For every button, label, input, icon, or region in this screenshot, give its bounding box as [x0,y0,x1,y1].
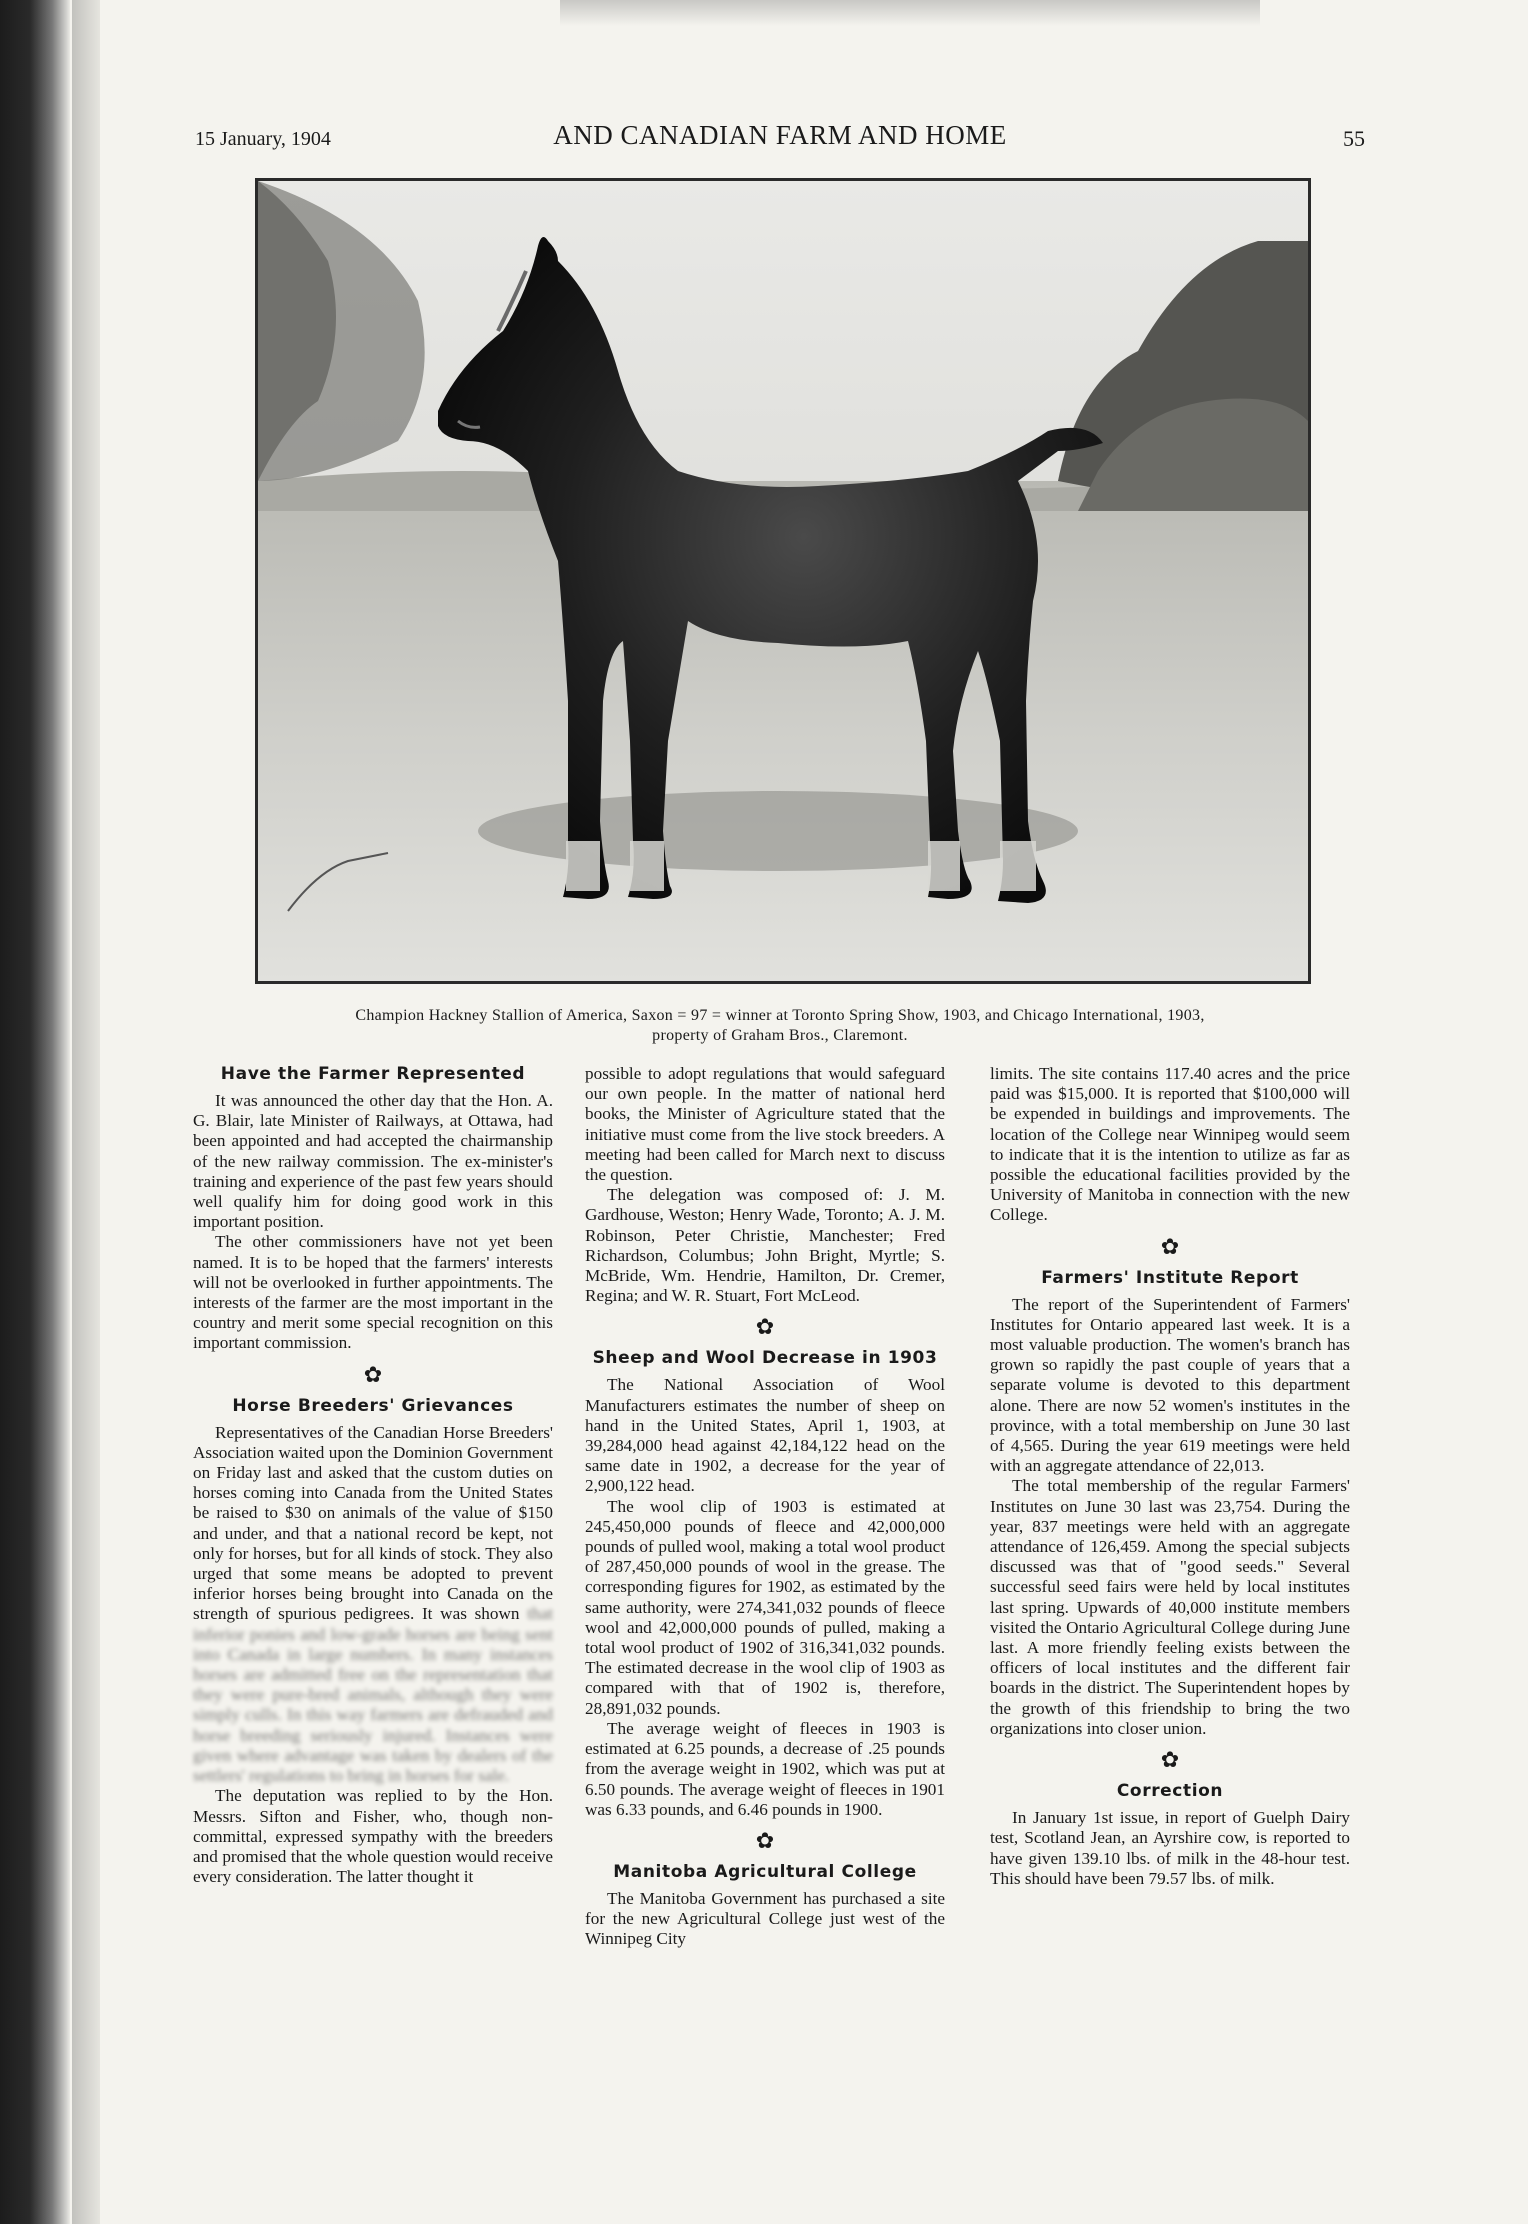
page-header [195,120,1365,160]
horse-photo [255,178,1311,984]
column-3 [990,1064,1350,1889]
text-span: Representatives of the Canadian Horse Breeders' Association waited upon the Dominion Government on Friday last and asked that the custom duties on horses coming into Canada from the United States be raised to $30 on animals of the value of $150 and under, and that a national record be kept, not only for horses, but for all kinds of stock. They also urged that some means be adopted to prevent inferior horses being brought into Canada on the strength of [193,1422,553,1624]
heading-farmers-institute: Farmers' Institute Report [1041,1267,1299,1288]
paragraph: The report of the Superintendent of Farmers' Institutes for Ontario appeared last week. It is a most valuable production. The women's branch has grown so rapidly the past couple of years that a separate volume is devoted to this department alone. There are now 52 women's institutes in the province, with a total membership on June 30 last of 4,565. During the year 619 meetings were held with an aggregate attendance of 22,013. [990,1294,1350,1476]
scan-smudge [560,0,1260,26]
paragraph: limits. The site contains 117.40 acres and the price paid was $15,000. It is reported that $100,000 will be expended in buildings and improvements. The location of the College near Winnipeg would seem to indicate that it is the intention to utilize as far as possible the educational facilities provided by the University of Manitoba in connection with the new College. [990,1064,1350,1225]
text-span: spurious pedigrees. It was shown [278,1604,520,1624]
heading-farmer-represented: Have the Farmer Represented [220,1064,526,1084]
caption-line-2: property of Graham Bros., Claremont. [652,1027,908,1044]
photo-caption [180,1006,1380,1046]
header-date: 15 January, 1904 [195,128,331,150]
leaf-ornament-icon: ✿ [755,1827,775,1853]
caption-line-1: Champion Hackney Stallion of America, Saxon = 97 = winner at Toronto Spring Show, 1903, and Chicago International, 1903, [355,1007,1205,1024]
smudged-text: that inferior ponies and low-grade horses are being sent into Canada in large numbers. In many instances horses are admitted free on the representation that they were pure-bred animals, although they were simply culls. In this way farmers are defrauded and horse breeding seriously injured. Instances were given where advantage was taken by dealers of the settlers' regulations to bring in horses for sale. [193,1604,553,1786]
paragraph: The total membership of the regular Farmers' Institutes on June 30 last was 23,754. During the year, 837 meetings were held with an aggregate attendance of 126,459. Among the special subjects discussed was that of "good seeds." Several successful seed fairs were held by local institutes last spring. Upwards of 40,000 institute members visited the Ontario Agricultural College during June last. A more friendly feeling exists between the officers of local institutes and the different fair boards in the district. The Superintendent hopes by the growth of this friendship to bring the two organizations into closer union. [990,1476,1350,1738]
column-2 [585,1064,945,1950]
paragraph: The Manitoba Government has purchased a site for the new Agricultural College just west of the Winnipeg City [585,1888,945,1949]
heading-manitoba-college: Manitoba Agricultural College [613,1861,917,1882]
paragraph: The National Association of Wool Manufacturers estimates the number of sheep on hand in the United States, April 1, 1903, at 39,284,000 head against 42,184,122 head on the same date in 1902, a decrease for the year of 2,900,122 head. [585,1375,945,1496]
paragraph: In January 1st issue, in report of Guelph Dairy test, Scotland Jean, an Ayrshire cow, is reported to have given 139.10 lbs. of milk in the 48-hour test. This should have been 79.57 lbs. of milk. [990,1808,1350,1888]
leaf-ornament-icon: ✿ [1160,1233,1180,1259]
paragraph: The delegation was composed of: J. M. Gardhouse, Weston; Henry Wade, Toronto; A. J. M. Robinson, Peter Christie, Manchester; Fred Richardson, Columbus; John Bright, Myrtle; S. McBride, Wm. Hendrie, Hamilton, Dr. Cremer, Regina; and W. R. Stuart, Fort McLeod. [585,1185,945,1306]
binding-shadow [0,0,70,2224]
heading-correction: Correction [1116,1781,1224,1802]
heading-horse-breeders: Horse Breeders' Grievances [232,1395,514,1416]
leaf-ornament-icon: ✿ [363,1361,383,1387]
page-number: 55 [1343,126,1365,151]
header-title: AND CANADIAN FARM AND HOME [553,120,1007,150]
leaf-ornament-icon: ✿ [755,1314,775,1340]
page-edge-stripe [72,0,100,2224]
paragraph: possible to adopt regulations that would safeguard our own people. In the matter of national herd books, the Minister of Agriculture stated that the initiative must come from the live stock breeders. A meeting had been called for March next to discuss the question. [585,1064,945,1185]
horse-photo-illustration [258,181,1308,981]
paragraph: The wool clip of 1903 is estimated at 245,450,000 pounds of fleece and 42,000,000 pounds of pulled wool, making a total wool product of 287,450,000 pounds of wool in the grease. The corresponding figures for 1902, as estimated by the same authority, were 274,341,032 pounds of fleece wool and 42,000,000 pounds of pulled, making a total wool product of 1902 of 316,341,032 pounds. The estimated decrease in the wool clip of 1903 as compared with that of 1902 is, therefore, 28,891,032 pounds. [585,1496,945,1718]
leaf-ornament-icon: ✿ [1160,1747,1180,1773]
paragraph: The average weight of fleeces in 1903 is estimated at 6.25 pounds, a decrease of .25 pounds from the average weight in 1902, which was put at 6.50 pounds. The average weight of fleeces in 1901 was 6.33 pounds, and 6.46 pounds in 1900. [585,1718,945,1819]
paragraph: The deputation was replied to by the Hon. Messrs. Sifton and Fisher, who, though non-committal, expressed sympathy with the breeders and promised that the whole question would receive every consideration. The latter thought it [193,1786,553,1887]
paragraph: The other commissioners have not yet been named. It is to be hoped that the farmers' interests will not be overlooked in further appointments. The interests of the farmer are the most important in the country and merit some special recognition on this important commission. [193,1232,553,1353]
paragraph: It was announced the other day that the Hon. A. G. Blair, late Minister of Railways, at Ottawa, had been appointed and had accepted the chairmanship of the new railway commission. The ex-minister's training and experience of the past few years should well qualify him for doing good work in this important position. [193,1091,553,1232]
heading-sheep-wool: Sheep and Wool Decrease in 1903 [592,1348,938,1369]
paragraph [193,1423,553,1787]
column-1 [193,1064,553,1887]
